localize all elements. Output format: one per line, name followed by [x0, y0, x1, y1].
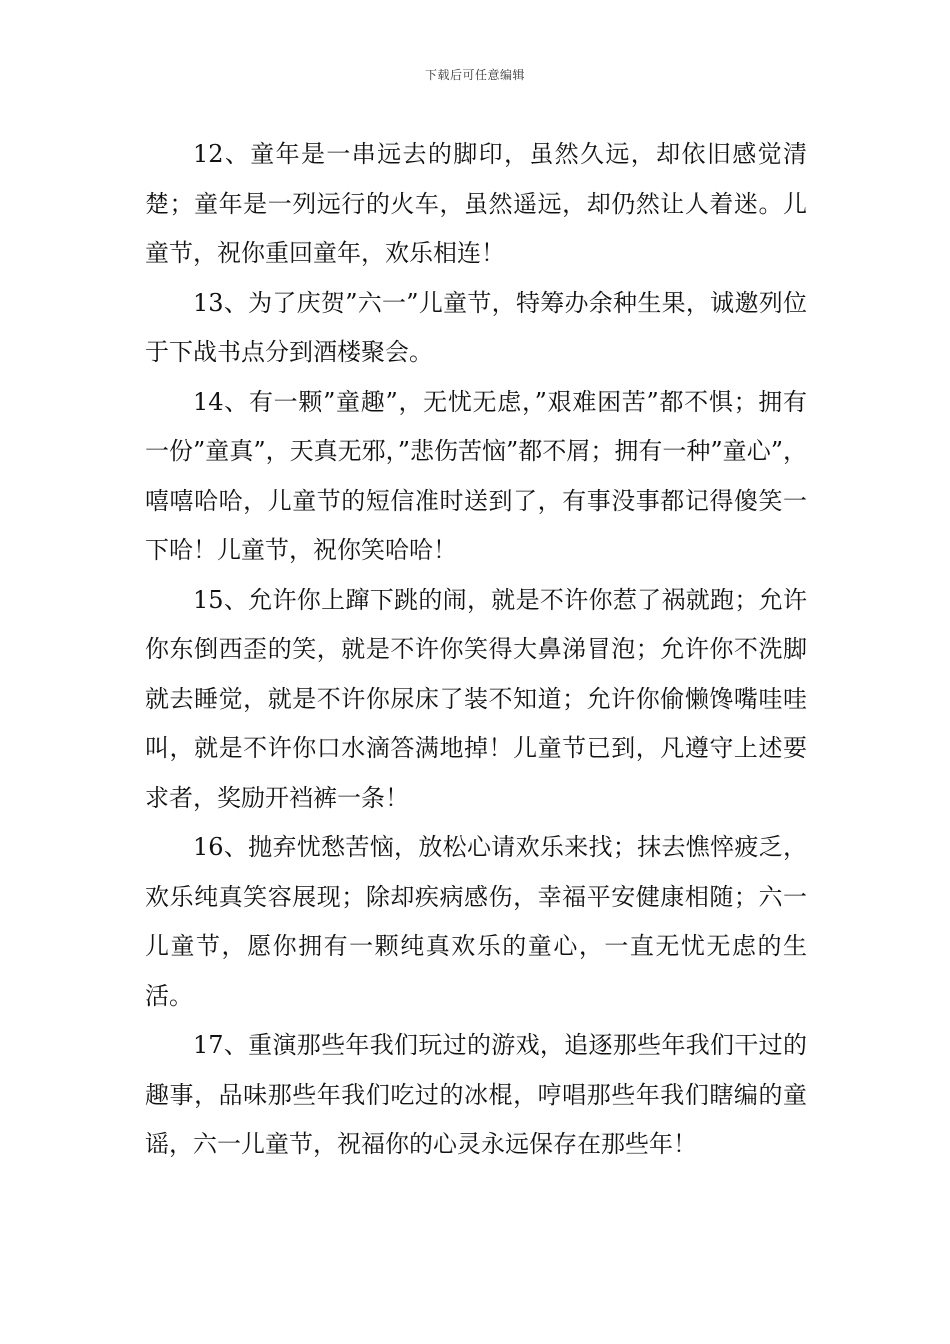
paragraph-15: 15、允许你上蹿下跳的闹，就是不许你惹了祸就跑；允许你东倒西歪的笑，就是不许你笑得大鼻涕冒泡；允许你不洗脚就去睡觉，就是不许你尿床了装不知道；允许你偷懒馋嘴哇哇叫，就是不许你口水滴答满地掉！儿童节已到，凡遵守上述要求者，奖励开裆裤一条！	[145, 585, 807, 812]
document-body	[145, 130, 807, 1170]
paragraph-16: 16、抛弃忧愁苦恼，放松心请欢乐来找；抹去憔悴疲乏，欢乐纯真笑容展现；除却疾病感伤，幸福平安健康相随；六一儿童节，愿你拥有一颗纯真欢乐的童心，一直无忧无虑的生活。	[145, 833, 807, 1010]
paragraph-13: 13、为了庆贺”六一”儿童节，特筹办余种生果，诚邀列位于下战书点分到酒楼聚会。	[145, 288, 807, 366]
header-note: 下载后可任意编辑	[424, 68, 525, 82]
paragraph-14: 14、有一颗”童趣”，无忧无虑，”艰难困苦”都不惧；拥有一份”童真”，天真无邪，”悲伤苦恼”都不屑；拥有一种”童心”，嘻嘻哈哈，儿童节的短信准时送到了，有事没事都记得傻笑一下哈！儿童节，祝你笑哈哈！	[145, 387, 807, 564]
paragraph-17: 17、重演那些年我们玩过的游戏，追逐那些年我们干过的趣事，品味那些年我们吃过的冰棍，哼唱那些年我们瞎编的童谣，六一儿童节，祝福你的心灵永远保存在那些年！	[145, 1031, 807, 1158]
paragraph-12: 12、童年是一串远去的脚印，虽然久远，却依旧感觉清楚；童年是一列远行的火车，虽然遥远，却仍然让人着迷。儿童节，祝你重回童年，欢乐相连！	[145, 140, 807, 267]
